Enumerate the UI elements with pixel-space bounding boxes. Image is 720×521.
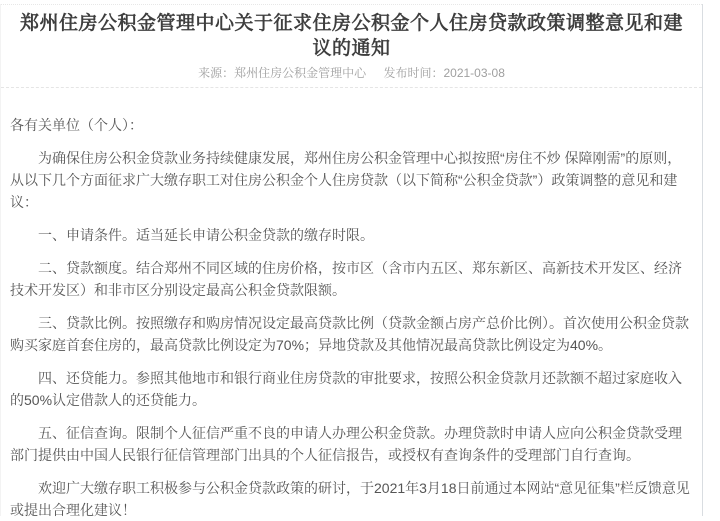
meta-line (1, 66, 702, 81)
paragraph: 一、申请条件。适当延长申请公积金贷款的缴存时限。 (38, 227, 374, 243)
paragraph: 三、贷款比例。按照缴存和购房情况设定最高贷款比例（贷款金额占房产总价比例）。首次使用公积金贷款购买家庭首套住房的，最高贷款比例设定为70%；异地贷款及其他情况最高贷款比例设定为40%。 (10, 315, 689, 353)
paragraph: 四、还贷能力。参照其他地市和银行商业住房贷款的审批要求，按照公积金贷款月还款额不超过家庭收入的50%认定借款人的还贷能力。 (10, 370, 682, 408)
salutation: 各有关单位（个人）： (10, 117, 143, 133)
top-divider (1, 4, 702, 5)
paragraph: 为确保住房公积金贷款业务持续健康发展，郑州住房公积金管理中心拟按照“房住不炒 保障刚需”的原则，从以下几个方面征求广大缴存职工对住房公积金个人住房贷款（以下简称“公积金贷款”）政策调整的意见和建议： (10, 150, 682, 210)
paragraph: 五、征信查询。限制个人征信严重不良的申请人办理公积金贷款。办理贷款时申请人应向公积金贷款受理部门提供由中国人民银行征信管理部门出具的个人征信报告，或授权有查询条件的受理部门自行查询。 (10, 425, 682, 463)
page-title: 郑州住房公积金管理中心关于征求住房公积金个人住房贷款政策调整意见和建议的通知 (19, 13, 683, 59)
paragraph: 二、贷款额度。结合郑州不同区域的住房价格，按市区（含市内五区、郑东新区、高新技术开发区、经济技术开发区）和非市区分别设定最高公积金贷款限额。 (10, 260, 682, 298)
meta-publish-time: 发布时间：2021-03-08 (383, 66, 505, 80)
paragraph: 欢迎广大缴存职工积极参与公积金贷款政策的研讨，于2021年3月18日前通过本网站“意见征集”栏反馈意见或提出合理化建议！ (10, 480, 690, 518)
notice-page (0, 4, 703, 516)
meta-source: 来源：郑州住房公积金管理中心 (198, 66, 367, 80)
article-body (1, 88, 702, 521)
